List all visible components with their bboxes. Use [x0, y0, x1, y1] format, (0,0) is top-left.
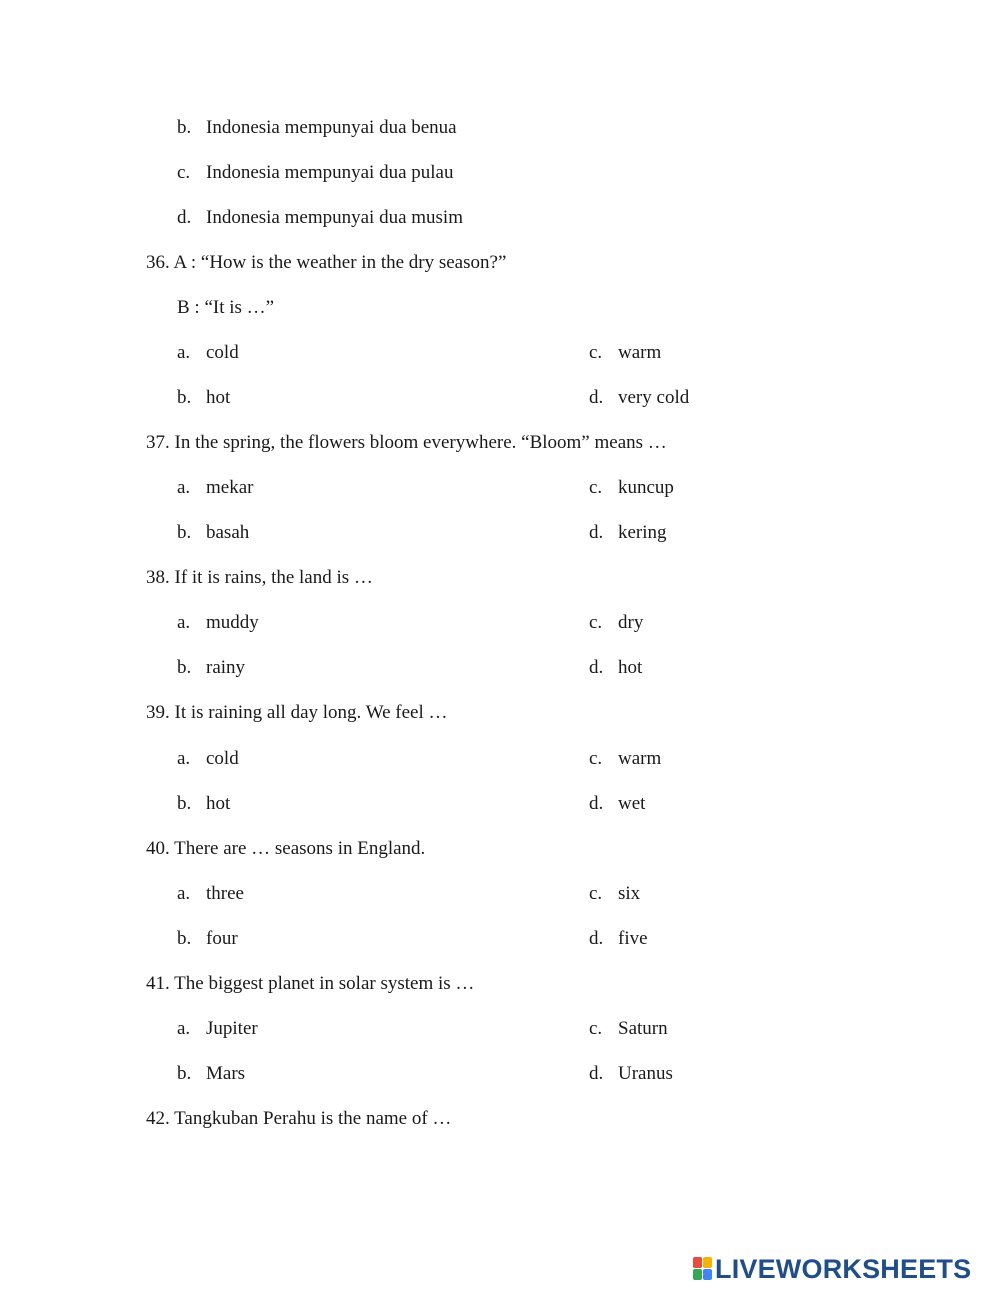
q39-option-c[interactable]: c. warm	[589, 748, 662, 769]
q37-option-d[interactable]: d. kering	[589, 522, 667, 543]
q40-option-d[interactable]: d. five	[589, 928, 648, 949]
q37-option-a[interactable]: a. mekar	[177, 477, 254, 498]
q39-option-b[interactable]: b. hot	[177, 793, 231, 814]
q41-option-b[interactable]: b. Mars	[177, 1063, 246, 1084]
q38-option-c[interactable]: c. dry	[589, 612, 644, 633]
option-b[interactable]: b. Indonesia mempunyai dua benua	[177, 117, 457, 138]
mark-block-blue	[703, 1269, 712, 1280]
question-36-dialogue: B : “It is …”	[177, 297, 275, 318]
question-39-prompt: 39. It is raining all day long. We feel …	[146, 702, 448, 723]
q41-option-c[interactable]: c. Saturn	[589, 1018, 668, 1039]
q38-option-b[interactable]: b. rainy	[177, 657, 246, 678]
mark-block-red	[693, 1257, 702, 1268]
mark-block-green	[693, 1269, 702, 1280]
q39-option-d[interactable]: d. wet	[589, 793, 646, 814]
option-c[interactable]: c. Indonesia mempunyai dua pulau	[177, 162, 454, 183]
q36-option-b[interactable]: b. hot	[177, 387, 231, 408]
q40-option-b[interactable]: b. four	[177, 928, 238, 949]
question-38-prompt: 38. If it is rains, the land is …	[146, 567, 373, 588]
q41-option-a[interactable]: a. Jupiter	[177, 1018, 258, 1039]
option-d[interactable]: d. Indonesia mempunyai dua musim	[177, 207, 463, 228]
q38-option-d[interactable]: d. hot	[589, 657, 643, 678]
q41-option-d[interactable]: d. Uranus	[589, 1063, 673, 1084]
q39-option-a[interactable]: a. cold	[177, 748, 239, 769]
logo-text: LIVEWORKSHEETS	[715, 1253, 972, 1284]
q40-option-c[interactable]: c. six	[589, 883, 641, 904]
q38-option-a[interactable]: a. muddy	[177, 612, 259, 633]
question-42-prompt: 42. Tangkuban Perahu is the name of …	[146, 1108, 452, 1129]
q40-option-a[interactable]: a. three	[177, 883, 244, 904]
q36-option-c[interactable]: c. warm	[589, 342, 662, 363]
question-41-prompt: 41. The biggest planet in solar system is …	[146, 973, 475, 994]
liveworksheets-logo	[693, 1255, 971, 1283]
question-36-prompt: 36. A : “How is the weather in the dry season?”	[146, 252, 507, 273]
liveworksheets-mark-icon	[693, 1257, 713, 1281]
question-37-prompt: 37. In the spring, the flowers bloom everywhere. “Bloom” means …	[146, 432, 667, 453]
question-40-prompt: 40. There are … seasons in England.	[146, 838, 426, 859]
q37-option-b[interactable]: b. basah	[177, 522, 250, 543]
q36-option-a[interactable]: a. cold	[177, 342, 239, 363]
q36-option-d[interactable]: d. very cold	[589, 387, 690, 408]
q37-option-c[interactable]: c. kuncup	[589, 477, 674, 498]
mark-block-yellow	[703, 1257, 712, 1268]
